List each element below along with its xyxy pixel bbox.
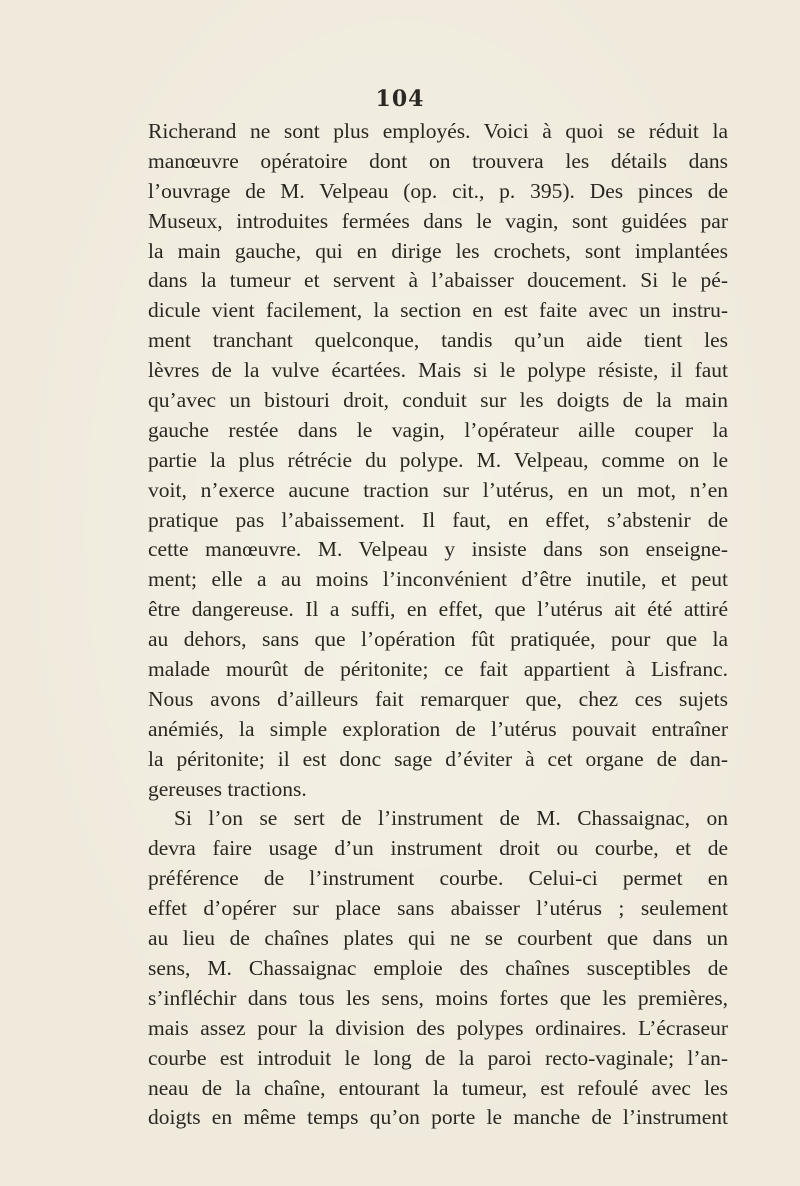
text-line: devra faire usage d’un instrument droit ou courbe, et de [148,836,728,861]
text-line: être dangereuse. Il a suffi, en effet, que l’utérus ait été attiré [148,597,728,622]
text-line: gauche restée dans le vagin, l’opérateur aille couper la [148,417,728,442]
text-line: Museux, introduites fermées dans le vagin, sont guidées par [148,208,728,233]
text-line: courbe est introduit le long de la paroi recto-vaginale; l’an- [148,1045,728,1070]
text-line: qu’avec un bistouri droit, conduit sur les doigts de la main [148,388,728,413]
text-line: dans la tumeur et servent à l’abaisser doucement. Si le pé- [148,268,728,293]
text-line: Si l’on se sert de l’instrument de M. Chassaignac, on [174,806,728,831]
text-line: préférence de l’instrument courbe. Celui-ci permet en [148,866,728,891]
text-line: Richerand ne sont plus employés. Voici à quoi se réduit la [148,119,728,143]
text-line: partie la plus rétrécie du polype. M. Velpeau, comme on le [148,447,728,472]
text-line: effet d’opérer sur place sans abaisser l’utérus ; seulement [148,896,728,921]
text-line: neau de la chaîne, entourant la tumeur, est refoulé avec les [148,1075,728,1100]
text-line: cette manœuvre. M. Velpeau y insiste dans son enseigne- [148,537,728,562]
page-number: 104 [375,86,425,112]
text-line: sens, M. Chassaignac emploie des chaînes susceptibles de [148,955,728,980]
paragraph-1 [148,117,728,804]
text-line: Nous avons d’ailleurs fait remarquer que, chez ces sujets [148,686,728,711]
text-line: l’ouvrage de M. Velpeau (op. cit., p. 395). Des pinces de [148,178,728,203]
text-line: mais assez pour la division des polypes ordinaires. L’écraseur [148,1015,728,1040]
body-text [148,117,728,1133]
text-line: dicule vient facilement, la section en est faite avec un instru- [148,298,728,323]
text-line: la péritonite; il est donc sage d’éviter à cet organe de dan- [148,746,728,771]
text-line: malade mourût de péritonite; ce fait appartient à Lisfranc. [148,657,728,682]
text-line: gereuses tractions. [148,776,307,801]
text-line: voit, n’exerce aucune traction sur l’utérus, en un mot, n’en [148,477,728,502]
paragraph-2 [148,804,728,1133]
text-line: au lieu de chaînes plates qui ne se courbent que dans un [148,926,728,951]
text-line: ment tranchant quelconque, tandis qu’un aide tient les [148,328,728,353]
text-line: pratique pas l’abaissement. Il faut, en effet, s’abstenir de [148,507,728,532]
text-line: s’infléchir dans tous les sens, moins fortes que les premières, [148,985,728,1010]
text-line: lèvres de la vulve écartées. Mais si le polype résiste, il faut [148,358,728,383]
text-line: ment; elle a au moins l’inconvénient d’être inutile, et peut [148,567,728,592]
text-line: doigts en même temps qu’on porte le manche de l’instrument [148,1105,728,1130]
text-line: manœuvre opératoire dont on trouvera les détails dans [148,148,728,173]
text-line: anémiés, la simple exploration de l’utérus pouvait entraîner [148,716,728,741]
text-line: au dehors, sans que l’opération fût pratiquée, pour que la [148,627,728,652]
text-line: la main gauche, qui en dirige les crochets, sont implantées [148,238,728,263]
